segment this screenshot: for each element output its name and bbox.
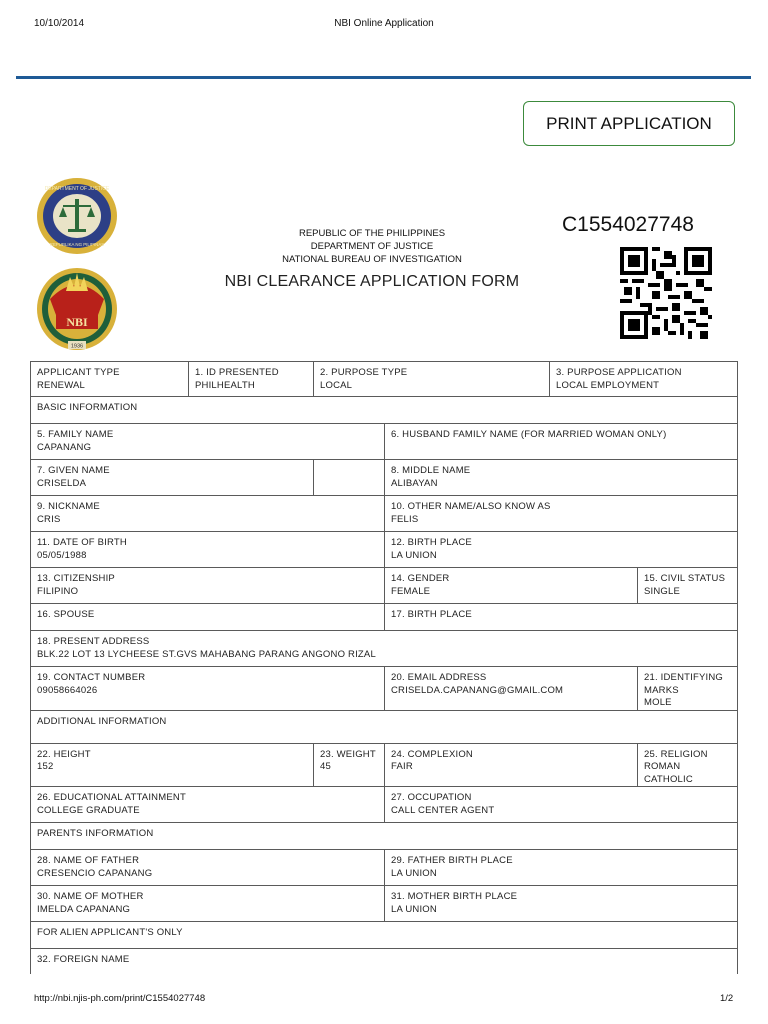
field-value: LA UNION [391,903,437,915]
form-row [31,604,738,631]
field-contact-number [31,667,385,711]
field-mother-birth-place [385,886,738,922]
field-husband-family-name [385,424,738,460]
field-spouse [31,604,385,631]
field-value: ALIBAYAN [391,477,438,489]
section-header-row [31,710,738,743]
field-label: 28. NAME OF FATHER [37,855,140,866]
form-row [31,496,738,532]
field-value: RENEWAL [37,379,86,391]
form-row [31,667,738,711]
form-row [31,424,738,460]
field-applicant-type [31,362,189,397]
field-middle-name [385,460,738,496]
field-value: CAPANANG [37,441,92,453]
footer-page-number: 1/2 [720,993,734,1004]
application-number: C1554027748 [562,213,694,236]
field-value: LOCAL [320,379,353,391]
field-value: 05/05/1988 [37,549,87,561]
field-father-birth-place [385,850,738,886]
agency-line-bureau: NATIONAL BUREAU OF INVESTIGATION [282,254,462,265]
field-label: 16. SPOUSE [37,609,95,620]
section-basic-information: BASIC INFORMATION [31,397,738,424]
field-label: 6. HUSBAND FAMILY NAME (FOR MARRIED WOMAN ONLY) [391,429,667,440]
field-identifying-marks [638,667,738,711]
form-row [31,787,738,823]
field-civil-status [638,568,738,604]
field-value: SINGLE [644,585,681,597]
field-complexion [385,743,638,787]
qr-code-icon [620,246,712,340]
field-present-address [31,631,738,667]
field-height [31,743,314,787]
field-father-name [31,850,385,886]
field-value: LOCAL EMPLOYMENT [556,379,660,391]
form-row [31,568,738,604]
field-religion [638,743,738,787]
field-value: 09058664026 [37,684,98,696]
field-given-name [31,460,314,496]
field-label: 2. PURPOSE TYPE [320,367,408,378]
field-label: 7. GIVEN NAME [37,465,110,476]
field-value: MOLE [644,697,672,708]
field-label: 21. IDENTIFYING MARKS [644,672,724,696]
field-value: ROMAN CATHOLIC [644,761,693,785]
field-purpose-type [314,362,550,397]
agency-line-republic: REPUBLIC OF THE PHILIPPINES [298,228,446,239]
form-row [31,460,738,496]
field-label: 30. NAME OF MOTHER [37,891,144,902]
field-value: FILIPINO [37,585,79,597]
print-page-title: NBI Online Application [334,18,434,29]
field-label: 8. MIDDLE NAME [391,465,471,476]
field-value: LA UNION [391,867,437,879]
agency-header [216,227,528,266]
print-application-button[interactable]: PRINT APPLICATION [523,101,735,146]
field-value: 152 [37,761,54,772]
field-value: CRISELDA.CAPANANG@GMAIL.COM [391,684,564,696]
field-label: APPLICANT TYPE [37,367,120,378]
section-parents-information: PARENTS INFORMATION [31,823,738,850]
agency-line-department: DEPARTMENT OF JUSTICE [310,241,434,252]
section-additional-information: ADDITIONAL INFORMATION [31,710,738,743]
field-id-presented [189,362,314,397]
field-label: 14. GENDER [391,573,450,584]
section-header-row [31,922,738,949]
field-label: 29. FATHER BIRTH PLACE [391,855,513,866]
field-label: 3. PURPOSE APPLICATION [556,367,682,378]
field-label: 9. NICKNAME [37,501,100,512]
field-foreign-name [31,949,738,974]
field-value: FAIR [391,761,413,772]
field-label: 22. HEIGHT [37,748,91,760]
field-label: 1. ID PRESENTED [195,367,279,378]
field-value: FEMALE [391,585,431,597]
field-value: COLLEGE GRADUATE [37,804,140,816]
section-alien-applicants: FOR ALIEN APPLICANT'S ONLY [31,922,738,949]
field-label: 13. CITIZENSHIP [37,573,115,584]
doj-seal-top-text: DEPARTMENT OF JUSTICE [44,186,110,192]
field-weight [314,743,385,787]
field-label: 10. OTHER NAME/ALSO KNOW AS [391,501,551,512]
field-spouse-birth-place [385,604,738,631]
form-row-application [31,362,738,397]
form-row [31,631,738,667]
field-label: 18. PRESENT ADDRESS [37,636,150,647]
field-value: CALL CENTER AGENT [391,804,495,816]
field-citizenship [31,568,385,604]
field-family-name [31,424,385,460]
field-value: CRIS [37,513,61,525]
field-email-address [385,667,638,711]
field-label: 12. BIRTH PLACE [391,537,472,548]
field-empty [314,460,385,496]
field-value: BLK.22 LOT 13 LYCHEESE ST.GVS MAHABANG PARANG ANGONO RIZAL [37,648,376,660]
field-label: 25. RELIGION [644,748,708,760]
field-gender [385,568,638,604]
section-header-row [31,397,738,424]
field-value: 45 [320,761,331,772]
field-label: 24. COMPLEXION [391,748,473,760]
field-other-name [385,496,738,532]
field-value: LA UNION [391,549,437,561]
form-row [31,949,738,974]
doj-seal-bottom-text: REPUBLIKA NG PILIPINAS [49,242,105,247]
field-value: FELIS [391,513,419,525]
field-label: 15. CIVIL STATUS [644,573,726,584]
field-birth-place [385,532,738,568]
field-label: 11. DATE OF BIRTH [37,537,127,548]
field-value: PHILHEALTH [195,379,255,391]
nbi-seal-text: NBI [66,315,88,329]
application-form-table [30,361,738,974]
field-nickname [31,496,385,532]
field-mother-name [31,886,385,922]
field-value: CRISELDA [37,477,87,489]
field-label: 27. OCCUPATION [391,792,472,803]
field-label: 19. CONTACT NUMBER [37,672,146,683]
field-value: IMELDA CAPANANG [37,903,131,915]
footer-url: http://nbi.njis-ph.com/print/C1554027748 [34,993,206,1004]
field-date-of-birth [31,532,385,568]
form-row [31,886,738,922]
nbi-seal-year: 1936 [70,343,84,350]
field-label: 17. BIRTH PLACE [391,609,472,620]
field-label: 26. EDUCATIONAL ATTAINMENT [37,792,186,803]
form-row [31,850,738,886]
field-label: 5. FAMILY NAME [37,429,114,440]
section-header-row [31,823,738,850]
print-date: 10/10/2014 [34,18,85,29]
field-purpose-application [550,362,738,397]
field-value: CRESENCIO CAPANANG [37,867,153,879]
form-title: NBI CLEARANCE APPLICATION FORM [224,273,520,290]
field-educational-attainment [31,787,385,823]
field-label: 31. MOTHER BIRTH PLACE [391,891,518,902]
field-label: 20. EMAIL ADDRESS [391,672,487,683]
field-label: 32. FOREIGN NAME [37,954,130,965]
form-row [31,532,738,568]
header-divider [16,76,751,79]
form-row [31,743,738,787]
doj-seal-icon [36,177,118,255]
field-occupation [385,787,738,823]
nbi-seal-icon [36,263,118,353]
field-label: 23. WEIGHT [320,748,376,760]
